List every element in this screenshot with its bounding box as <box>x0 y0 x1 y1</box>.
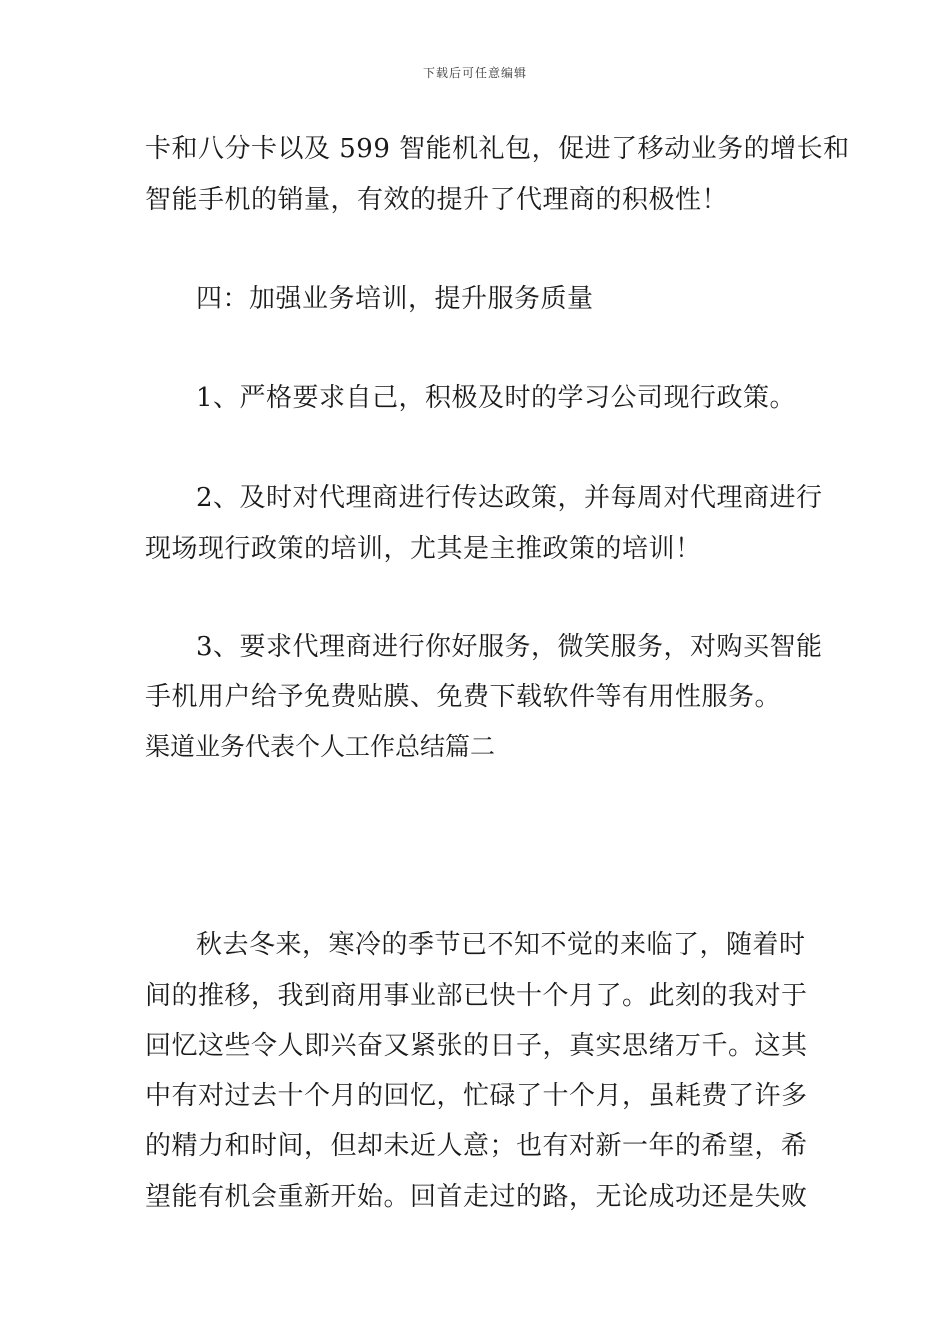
page-header-note: 下载后可任意编辑 <box>422 66 527 80</box>
paragraph-line: 手机用户给予免费贴膜、免费下载软件等有用性服务。 <box>145 682 782 712</box>
paragraph-line: 现场现行政策的培训，尤其是主推政策的培训！ <box>145 534 702 564</box>
list-item-1: 1、严格要求自己，积极及时的学习公司现行政策。 <box>196 383 797 413</box>
list-item-3: 3、要求代理商进行你好服务，微笑服务，对购买智能 <box>196 632 823 662</box>
paragraph-line: 回忆这些令人即兴奋又紧张的日子，真实思绪万千。这其 <box>145 1031 808 1061</box>
paragraph-line: 秋去冬来，寒冷的季节已不知不觉的来临了，随着时 <box>196 930 806 960</box>
paragraph-line: 望能有机会重新开始。回首走过的路，无论成功还是失败 <box>145 1182 808 1212</box>
paragraph-line: 间的推移，我到商用事业部已快十个月了。此刻的我对于 <box>145 981 808 1011</box>
paragraph-line: 智能手机的销量，有效的提升了代理商的积极性！ <box>145 185 729 215</box>
article-title: 渠道业务代表个人工作总结篇二 <box>145 732 496 761</box>
section-heading: 四：加强业务培训，提升服务质量 <box>196 284 594 314</box>
list-item-2: 2、及时对代理商进行传达政策，并每周对代理商进行 <box>196 483 823 513</box>
paragraph-line: 中有对过去十个月的回忆，忙碌了十个月，虽耗费了许多 <box>145 1081 808 1111</box>
paragraph-line: 卡和八分卡以及 599 智能机礼包，促进了移动业务的增长和 <box>145 134 850 164</box>
paragraph-line: 的精力和时间，但却未近人意；也有对新一年的希望，希 <box>145 1131 808 1161</box>
